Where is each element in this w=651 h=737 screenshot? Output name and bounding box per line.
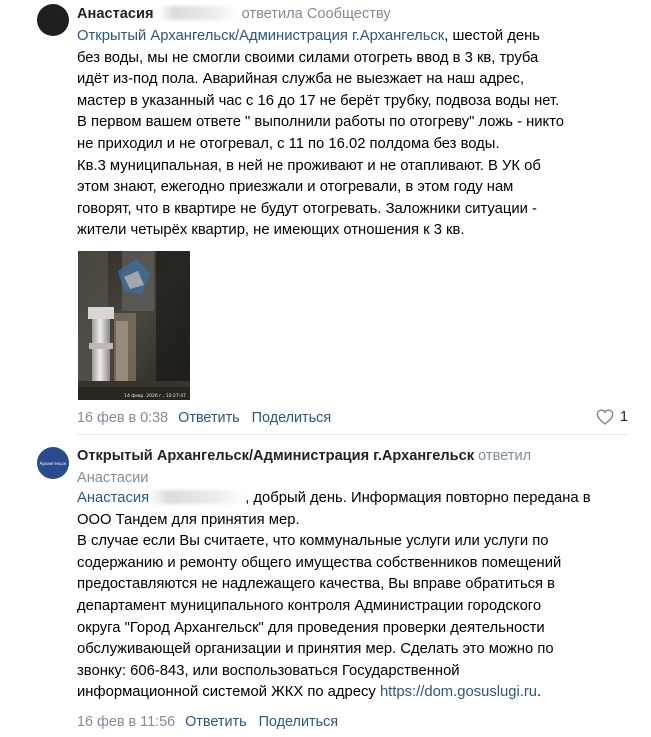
mention-link[interactable]: Открытый Архангельск/Администрация г.Архангельск — [77, 28, 445, 44]
divider — [77, 434, 629, 435]
comment-line: В первом вашем ответе " выполнили работы по отогреву" ложь - никто — [77, 114, 565, 131]
comment-line: без воды, мы не смогли своими силами отогреть ввод в 3 кв, труба — [77, 49, 539, 66]
blurred-surname — [158, 6, 238, 20]
comment-line: говорят, что в квартире не будут отогревать. Заложники ситуации - — [77, 200, 537, 217]
author-name[interactable]: Анастасия — [77, 6, 154, 22]
like-button[interactable] — [596, 409, 628, 425]
avatar-logo-text: Архангельск — [39, 460, 67, 466]
blurred-surname — [149, 490, 245, 504]
comment-line: идёт из-под пола. Аварийная служба не выезжает на наш адрес, — [77, 71, 525, 88]
comment-date[interactable]: 16 фев в 11:56 — [77, 714, 176, 730]
comment-line: содержанию и ремонту общего имущества собственников помещений — [77, 554, 562, 571]
comment-line: департамент муниципального контроля Администрации городского — [77, 597, 542, 614]
comment-line: звонку: 606-843, или воспользоваться Государственной — [77, 662, 460, 679]
share-button[interactable]: Поделиться — [251, 410, 332, 426]
comment-line: Кв.3 муниципальная, в ней не проживают и не отапливают. В УК об — [77, 157, 541, 174]
photo-image — [78, 251, 190, 400]
share-button[interactable]: Поделиться — [258, 714, 339, 730]
comment-line: мастер в указанный час с 16 до 17 не берёт трубку, подвоза воды нет. — [77, 92, 560, 109]
comment-line: обслуживающей организации и принятия мер. Сделать это можно по — [77, 641, 554, 658]
mention-link[interactable]: Анастасия — [77, 490, 150, 506]
comment-header — [77, 446, 531, 466]
attached-photo[interactable] — [78, 251, 190, 400]
reply-verb[interactable]: ответил — [478, 448, 532, 464]
comment-line: В случае если Вы считаете, что коммунальные услуги или услуги по — [77, 533, 549, 550]
comment-line: жители четырёх квартир, не имеющих отношения к 3 кв. — [77, 222, 465, 239]
gosuslugi-link[interactable]: https://dom.gosuslugi.ru — [379, 684, 538, 701]
reply-button[interactable]: Ответить — [178, 410, 240, 426]
comment-date[interactable]: 16 фев в 0:38 — [77, 410, 169, 426]
avatar[interactable] — [37, 4, 69, 36]
comment-meta — [77, 712, 338, 732]
like-count: 1 — [620, 409, 629, 425]
photo-timestamp: 14 февр. 2026 г., 10:27:47 — [124, 394, 186, 399]
avatar[interactable] — [37, 447, 69, 479]
heart-icon — [596, 409, 614, 425]
reply-target[interactable]: Анастасии — [77, 470, 149, 486]
comment-text — [77, 26, 637, 242]
reply-button[interactable]: Ответить — [185, 714, 247, 730]
comment-line: не приходил и не отогревал, с 11 по 16.02 полдома без воды. — [77, 135, 500, 152]
comment-line: предоставляются не надлежащего качества, Вы вправе обратиться в — [77, 576, 556, 593]
comment-line: этом знают, ежегодно приезжали и отогревали, в этом году нам — [77, 179, 514, 196]
comment-meta — [77, 408, 331, 428]
comment-line: Открытый Архангельск/Администрация г.Архангельск, шестой день — [77, 28, 540, 44]
comment-line: ООО Тандем для принятия мер. — [77, 511, 300, 528]
comment-header — [77, 4, 391, 24]
comment-line: округа "Город Архангельск" для проведения проверки деятельности — [77, 619, 545, 636]
comment-line: информационной системой ЖКХ по адресу https://dom.gosuslugi.ru. — [77, 684, 542, 701]
comment-line: Анастасия , добрый день. Информация повторно передана в — [77, 490, 591, 506]
author-name[interactable]: Открытый Архангельск/Администрация г.Архангельск — [77, 448, 475, 464]
comment-text — [77, 488, 637, 704]
reply-verb[interactable]: ответила Сообществу — [241, 6, 391, 22]
